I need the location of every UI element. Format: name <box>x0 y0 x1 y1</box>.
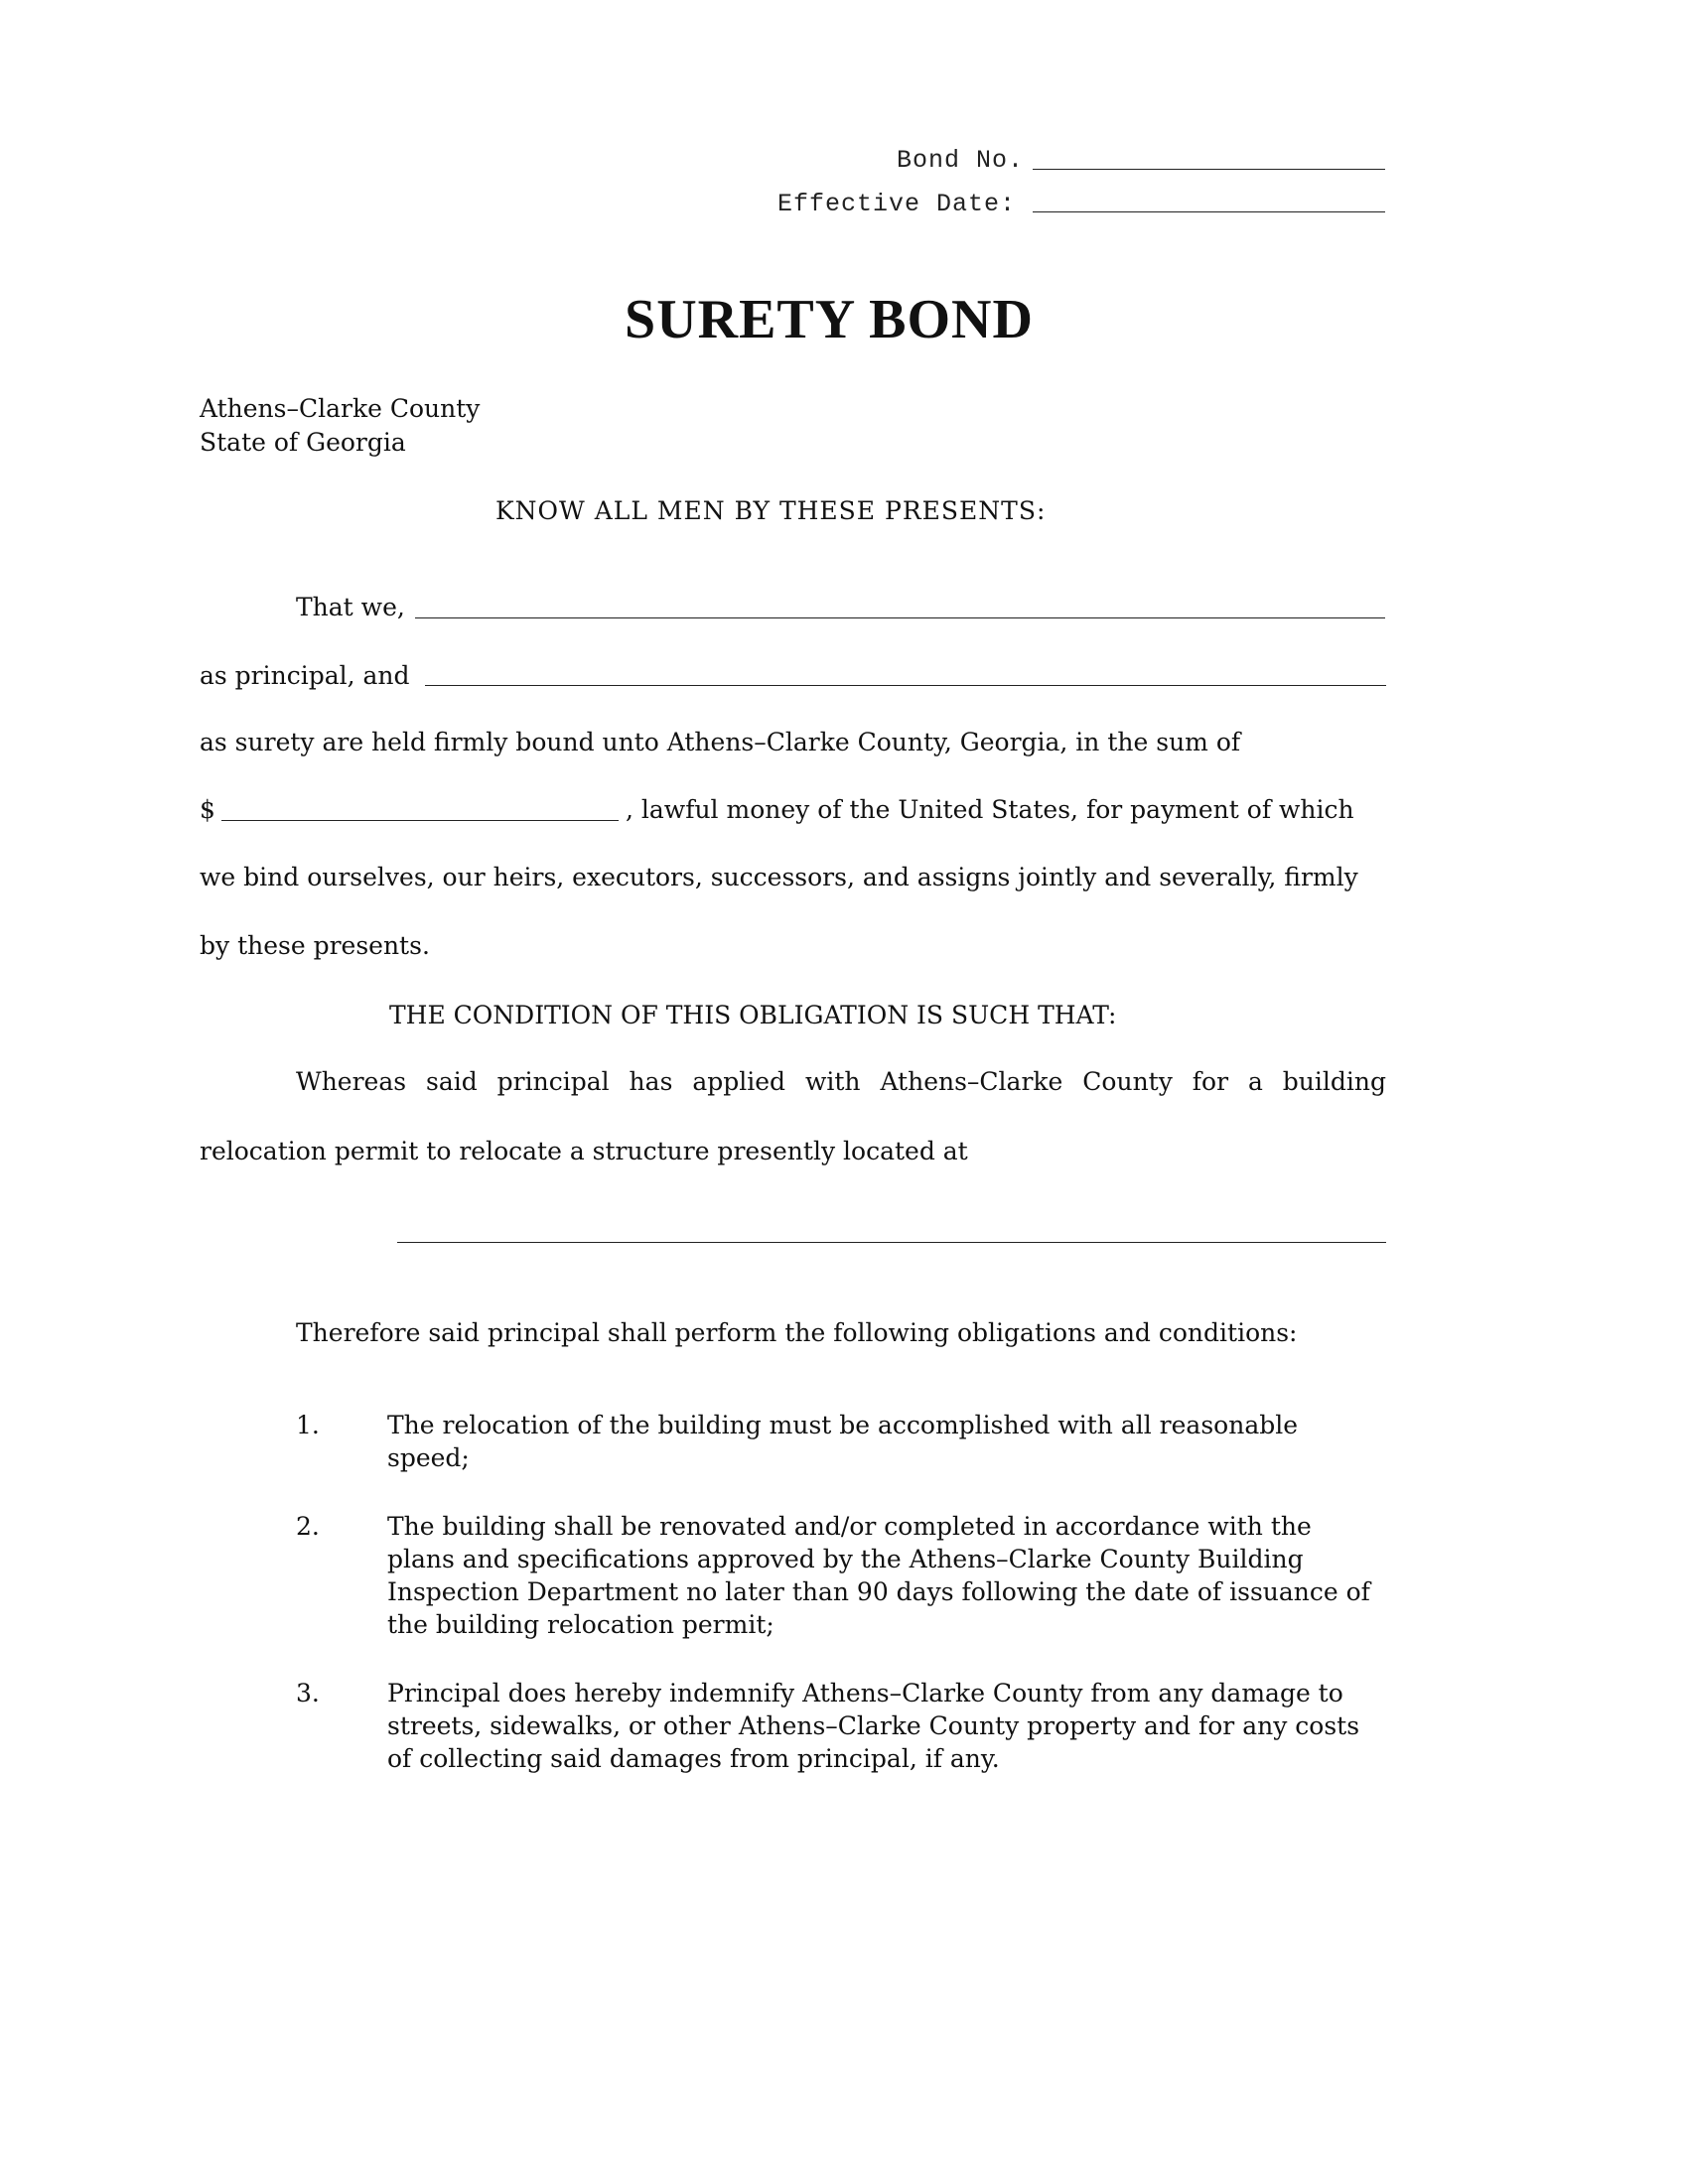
know-all-heading: KNOW ALL MEN BY THESE PRESENTS: <box>495 496 1047 525</box>
effective-date-label: Effective Date: <box>777 190 1017 218</box>
as-surety-text: as surety are held firmly bound unto Athens–Clarke County, Georgia, in the sum of <box>200 728 1241 756</box>
list-item-line: the building relocation permit; <box>387 1610 774 1639</box>
list-item-line: Principal does hereby indemnify Athens–Clarke County from any damage to <box>387 1679 1343 1707</box>
effective-date-field[interactable] <box>1033 211 1385 212</box>
list-item-number: 2. <box>296 1512 320 1541</box>
county-name: Athens–Clarke County <box>200 394 481 423</box>
by-presents-text: by these presents. <box>200 931 430 960</box>
therefore-text: Therefore said principal shall perform the following obligations and conditions: <box>296 1318 1298 1347</box>
surety-name-field[interactable] <box>425 685 1386 686</box>
list-item-line: streets, sidewalks, or other Athens–Clarke County property and for any costs <box>387 1711 1360 1740</box>
list-item-line: The building shall be renovated and/or completed in accordance with the <box>387 1512 1312 1541</box>
list-item-line: plans and specifications approved by the Athens–Clarke County Building <box>387 1545 1304 1573</box>
bind-line-text: we bind ourselves, our heirs, executors, successors, and assigns jointly and severally, firmly <box>200 863 1358 891</box>
bond-no-label: Bond No. <box>897 146 1025 175</box>
condition-heading: THE CONDITION OF THIS OBLIGATION IS SUCH THAT: <box>389 1001 1117 1029</box>
document-title: SURETY BOND <box>625 289 1034 350</box>
bond-no-field[interactable] <box>1033 169 1385 170</box>
that-we-text: That we, <box>296 593 405 621</box>
as-principal-text: as principal, and <box>200 661 410 690</box>
list-item-line: speed; <box>387 1443 470 1472</box>
dollar-sign: $ <box>200 795 215 824</box>
whereas-line-2: relocation permit to relocate a structure presently located at <box>200 1137 968 1165</box>
principal-name-field[interactable] <box>415 617 1385 618</box>
list-item-number: 3. <box>296 1679 320 1707</box>
whereas-line-1: Whereas said principal has applied with Athens–Clarke County for a building <box>296 1067 1386 1096</box>
list-item-number: 1. <box>296 1411 320 1439</box>
lawful-money-text: , lawful money of the United States, for payment of which <box>626 795 1354 824</box>
list-item-line: The relocation of the building must be accomplished with all reasonable <box>387 1411 1299 1439</box>
structure-location-field[interactable] <box>397 1242 1386 1243</box>
list-item-line: Inspection Department no later than 90 days following the date of issuance of <box>387 1577 1370 1606</box>
state-name: State of Georgia <box>200 428 406 457</box>
bond-amount-field[interactable] <box>221 820 619 821</box>
list-item-line: of collecting said damages from principal, if any. <box>387 1744 1000 1773</box>
